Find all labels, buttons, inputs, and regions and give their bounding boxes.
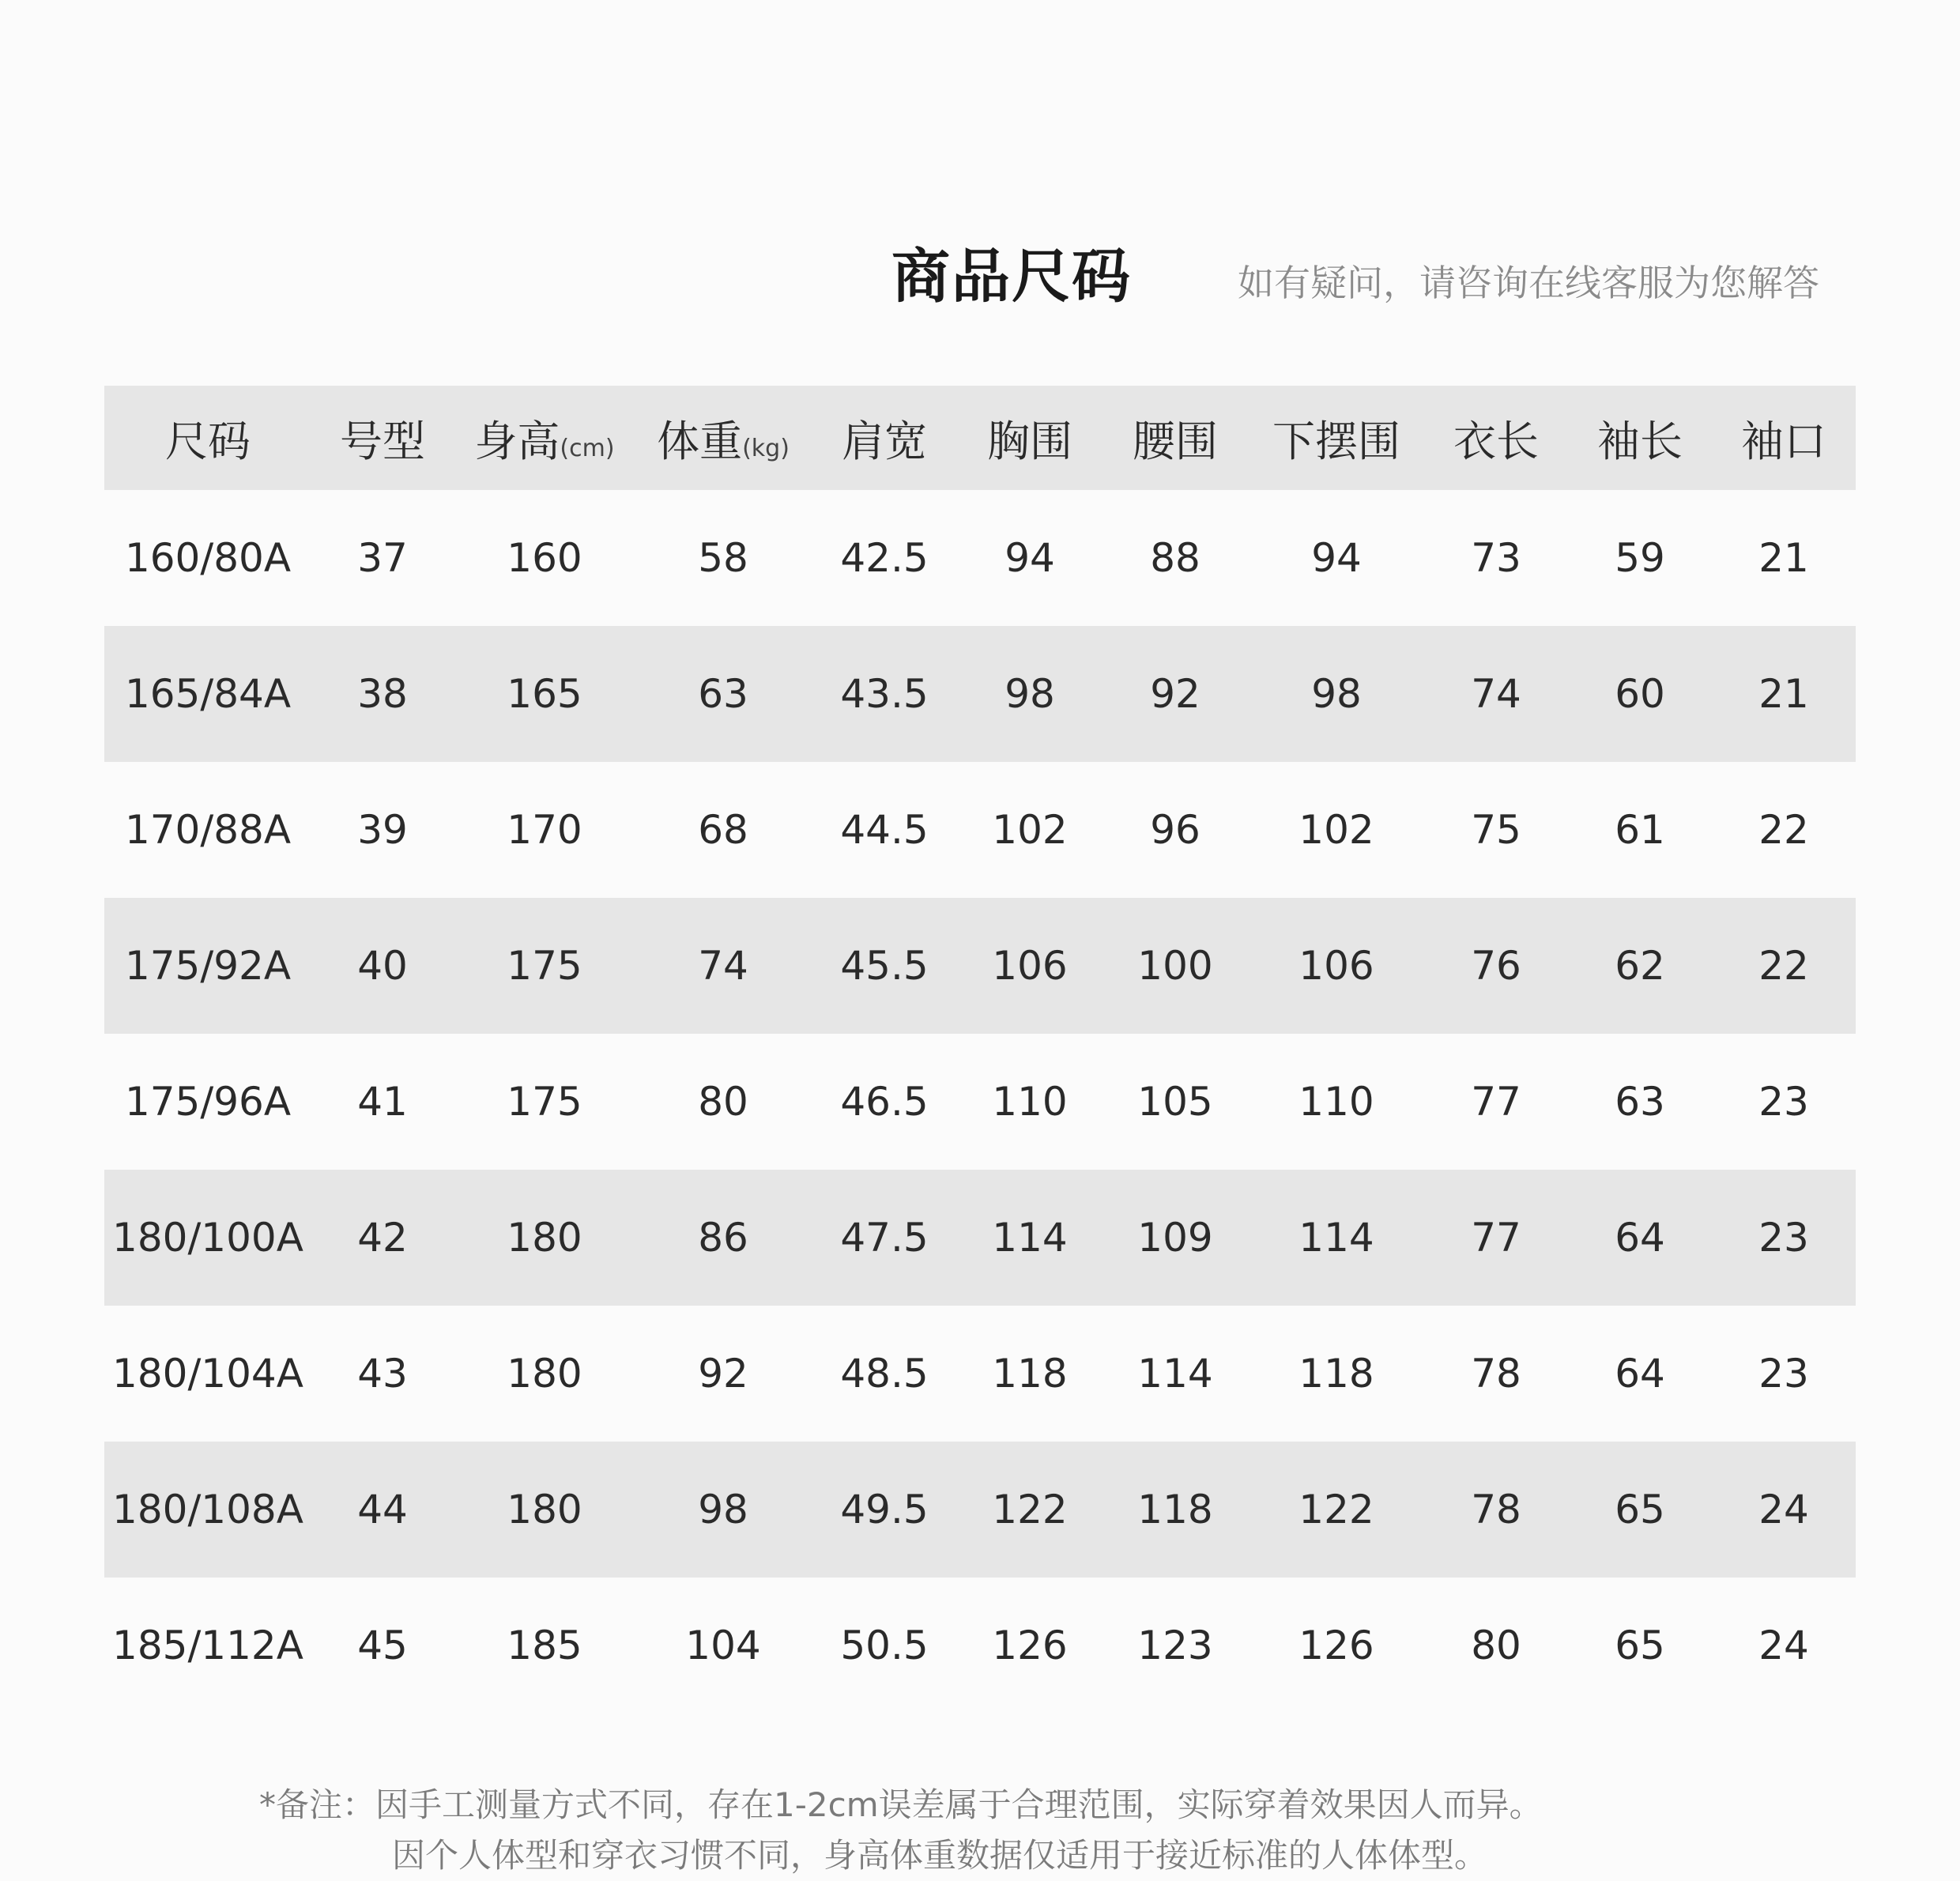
- table-cell: 41: [357, 1079, 408, 1125]
- table-cell: 38: [357, 671, 408, 717]
- table-cell: 100: [1137, 943, 1213, 989]
- table-cell: 42.5: [840, 535, 929, 581]
- table-cell: 96: [1150, 807, 1200, 853]
- table-cell: 24: [1758, 1623, 1809, 1668]
- table-cell: 44.5: [840, 807, 929, 853]
- table-cell: 175/96A: [124, 1079, 292, 1125]
- header-cell: 袖口: [1741, 416, 1826, 466]
- table-cell: 170: [507, 807, 582, 853]
- table-cell: 22: [1758, 807, 1809, 853]
- table-cell: 114: [992, 1215, 1068, 1261]
- table-cell: 43.5: [840, 671, 929, 717]
- table-row: [104, 626, 1856, 762]
- table-cell: 68: [698, 807, 748, 853]
- table-cell: 24: [1758, 1487, 1809, 1532]
- table-row: [104, 1306, 1856, 1442]
- table-cell: 44: [357, 1487, 408, 1532]
- table-cell: 86: [698, 1215, 748, 1261]
- table-cell: 78: [1471, 1351, 1521, 1397]
- table-cell: 64: [1615, 1215, 1665, 1261]
- footnote-line-1: *备注：因手工测量方式不同，存在1-2cm误差属于合理范围，实际穿着效果因人而异。: [259, 1785, 1543, 1824]
- table-cell: 23: [1758, 1079, 1809, 1125]
- table-cell: 80: [1471, 1623, 1521, 1668]
- size-chart-table: [104, 386, 1856, 1713]
- table-cell: 48.5: [840, 1351, 929, 1397]
- table-cell: 122: [1298, 1487, 1374, 1532]
- table-cell: 46.5: [840, 1079, 929, 1125]
- table-cell: 118: [992, 1351, 1068, 1397]
- header-cell: 肩宽: [842, 416, 927, 466]
- table-cell: 114: [1298, 1215, 1374, 1261]
- table-cell: 180: [507, 1351, 582, 1397]
- footnote-line-2: 因个人体型和穿衣习惯不同，身高体重数据仅适用于接近标准的人体体型。: [392, 1836, 1488, 1875]
- table-cell: 104: [685, 1623, 761, 1668]
- table-cell: 74: [1471, 671, 1521, 717]
- table-cell: 37: [357, 535, 408, 581]
- table-cell: 59: [1615, 535, 1665, 581]
- table-cell: 50.5: [840, 1623, 929, 1668]
- table-header-row: [104, 386, 1856, 490]
- table-cell: 102: [1298, 807, 1374, 853]
- table-cell: 98: [1311, 671, 1362, 717]
- table-cell: 94: [1311, 535, 1362, 581]
- table-cell: 77: [1471, 1079, 1521, 1125]
- table-row: [104, 490, 1856, 626]
- table-cell: 74: [698, 943, 748, 989]
- page-title: 商品尺码: [891, 243, 1132, 311]
- header-cell: 下摆围: [1272, 416, 1400, 466]
- header-cell: 胸围: [987, 416, 1072, 466]
- header-cell: 身高(cm): [474, 416, 615, 466]
- table-cell: 102: [992, 807, 1068, 853]
- table-cell: 64: [1615, 1351, 1665, 1397]
- table-row: [104, 1442, 1856, 1578]
- header-cell: 袖长: [1597, 416, 1683, 466]
- table-cell: 110: [1298, 1079, 1374, 1125]
- table-cell: 21: [1758, 535, 1809, 581]
- customer-service-hint: 如有疑问，请咨询在线客服为您解答: [1238, 262, 1819, 304]
- table-cell: 63: [1615, 1079, 1665, 1125]
- table-cell: 23: [1758, 1215, 1809, 1261]
- table-row: [104, 762, 1856, 898]
- table-cell: 175/92A: [124, 943, 292, 989]
- table-cell: 94: [1004, 535, 1055, 581]
- header-cell: 腰围: [1133, 416, 1218, 466]
- table-cell: 180: [507, 1215, 582, 1261]
- table-cell: 45: [357, 1623, 408, 1668]
- table-cell: 47.5: [840, 1215, 929, 1261]
- table-body: [104, 490, 1856, 1713]
- table-cell: 88: [1150, 535, 1200, 581]
- table-cell: 185: [507, 1623, 582, 1668]
- table-cell: 122: [992, 1487, 1068, 1532]
- table-cell: 65: [1615, 1623, 1665, 1668]
- table-cell: 21: [1758, 671, 1809, 717]
- table-cell: 114: [1137, 1351, 1213, 1397]
- header-cell: 尺码: [165, 416, 251, 466]
- table-cell: 63: [698, 671, 748, 717]
- table-cell: 40: [357, 943, 408, 989]
- table-cell: 175: [507, 1079, 582, 1125]
- table-cell: 92: [698, 1351, 748, 1397]
- table-cell: 106: [992, 943, 1068, 989]
- header-cell: 体重(kg): [657, 416, 790, 466]
- table-cell: 39: [357, 807, 408, 853]
- table-cell: 92: [1150, 671, 1200, 717]
- table-cell: 109: [1137, 1215, 1213, 1261]
- table-row: [104, 1034, 1856, 1170]
- table-cell: 73: [1471, 535, 1521, 581]
- table-cell: 110: [992, 1079, 1068, 1125]
- table-cell: 123: [1137, 1623, 1213, 1668]
- table-cell: 43: [357, 1351, 408, 1397]
- table-cell: 61: [1615, 807, 1665, 853]
- table-cell: 165: [507, 671, 582, 717]
- table-cell: 105: [1137, 1079, 1213, 1125]
- table-cell: 22: [1758, 943, 1809, 989]
- table-cell: 118: [1298, 1351, 1374, 1397]
- table-cell: 126: [1298, 1623, 1374, 1668]
- table-cell: 60: [1615, 671, 1665, 717]
- table-cell: 160: [507, 535, 582, 581]
- table-cell: 126: [992, 1623, 1068, 1668]
- table-cell: 58: [698, 535, 748, 581]
- table-cell: 180/108A: [112, 1487, 303, 1532]
- table-cell: 80: [698, 1079, 748, 1125]
- table-cell: 106: [1298, 943, 1374, 989]
- table-cell: 118: [1137, 1487, 1213, 1532]
- table-cell: 45.5: [840, 943, 929, 989]
- table-row: [104, 898, 1856, 1034]
- table-cell: 185/112A: [112, 1623, 303, 1668]
- table-cell: 98: [698, 1487, 748, 1532]
- table-cell: 49.5: [840, 1487, 929, 1532]
- table-cell: 165/84A: [124, 671, 292, 717]
- header-cell: 号型: [340, 416, 425, 466]
- table-cell: 65: [1615, 1487, 1665, 1532]
- table-cell: 77: [1471, 1215, 1521, 1261]
- table-cell: 78: [1471, 1487, 1521, 1532]
- table-cell: 180/100A: [112, 1215, 303, 1261]
- table-cell: 23: [1758, 1351, 1809, 1397]
- table-cell: 98: [1004, 671, 1055, 717]
- table-cell: 180: [507, 1487, 582, 1532]
- table-row: [104, 1578, 1856, 1713]
- table-cell: 76: [1471, 943, 1521, 989]
- table-cell: 160/80A: [124, 535, 292, 581]
- table-cell: 170/88A: [124, 807, 292, 853]
- table-cell: 62: [1615, 943, 1665, 989]
- header-cell: 衣长: [1453, 416, 1539, 466]
- table-cell: 42: [357, 1215, 408, 1261]
- table-cell: 75: [1471, 807, 1521, 853]
- table-cell: 175: [507, 943, 582, 989]
- table-cell: 180/104A: [112, 1351, 303, 1397]
- table-row: [104, 1170, 1856, 1306]
